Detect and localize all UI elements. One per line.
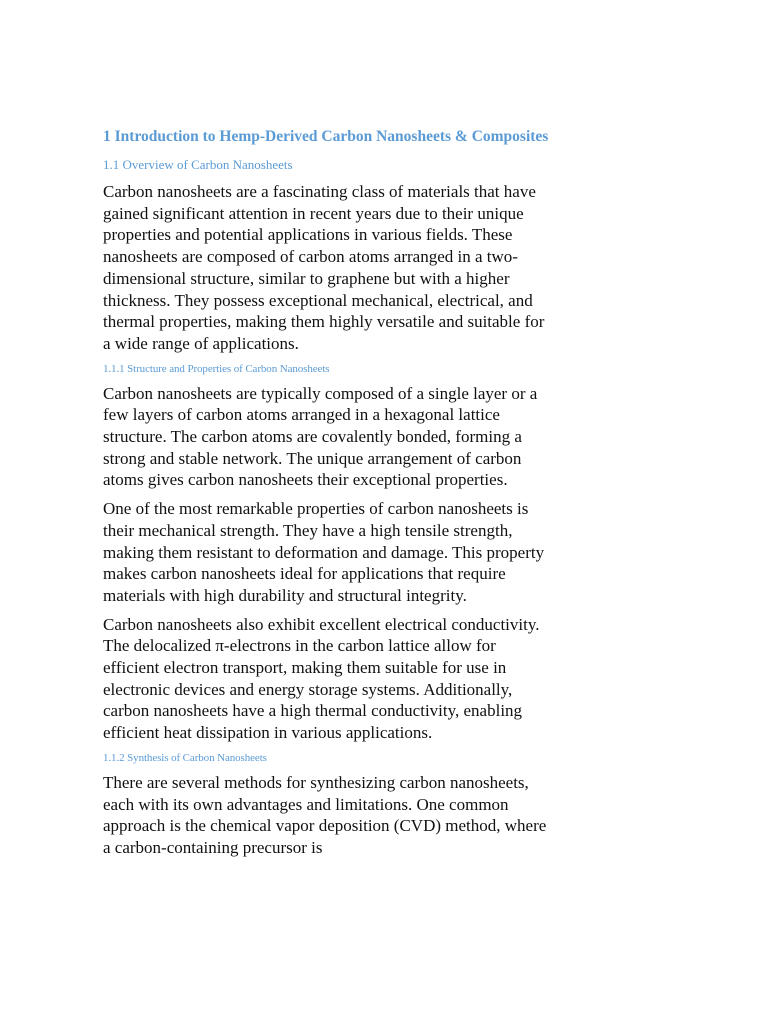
chapter-heading: 1 Introduction to Hemp-Derived Carbon Nanosheets & Composites (103, 128, 549, 145)
paragraph-mechanical: One of the most remarkable properties of carbon nanosheets is their mechanical strength. They have a high tensile strength, making them resistant to deformation and damage. This property makes carbon nanosheets ideal for applications that require materials with high durability and structural integrity. (103, 499, 545, 605)
paragraph-overview: Carbon nanosheets are a fascinating class of materials that have gained significant attention in recent years due to their unique properties and potential applications in various fields. These nanosheets are composed of carbon atoms arranged in a two-dimensional structure, similar to graphene but with a higher thickness. They possess exceptional mechanical, electrical, and thermal properties, making them highly versatile and suitable for a wide range of applications. (103, 182, 545, 353)
subsection-heading-structure: 1.1.1 Structure and Properties of Carbon Nanosheets (103, 362, 330, 375)
paragraph-electrical: Carbon nanosheets also exhibit excellent electrical conductivity. The delocalized π-electrons in the carbon lattice allow for efficient electron transport, making them suitable for use in electronic devices and energy storage systems. Additionally, carbon nanosheets have a high thermal conductivity, enabling efficient heat dissipation in various applications. (103, 614, 540, 743)
document-body (103, 127, 553, 866)
section-heading: 1.1 Overview of Carbon Nanosheets (103, 157, 293, 172)
paragraph-structure: Carbon nanosheets are typically composed of a single layer or a few layers of carbon atoms arranged in a hexagonal lattice structure. The carbon atoms are covalently bonded, forming a strong and stable network. The unique arrangement of carbon atoms gives carbon nanosheets their exceptional properties. (103, 383, 538, 490)
subsection-heading-synthesis: 1.1.2 Synthesis of Carbon Nanosheets (103, 751, 267, 764)
paragraph-synthesis: There are several methods for synthesizing carbon nanosheets, each with its own advantages and limitations. One common approach is the chemical vapor deposition (CVD) method, where a carbon-containing precursor is (103, 772, 547, 857)
